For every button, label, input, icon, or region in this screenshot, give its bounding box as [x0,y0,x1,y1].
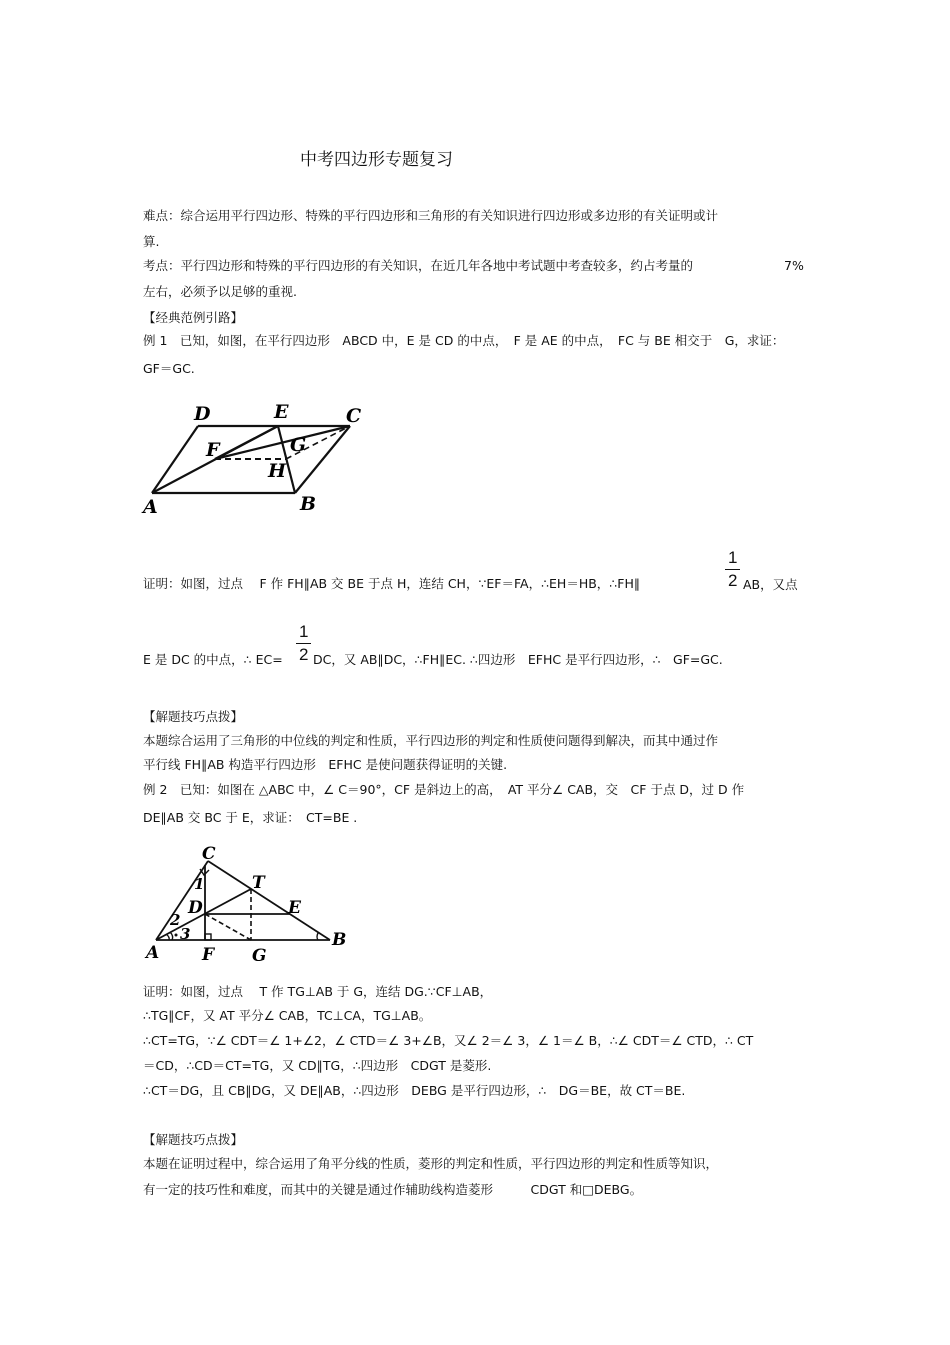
parallelogram-figure [140,398,370,516]
exam-point-line-2: 左右，必须予以足够的重视. [143,284,297,299]
difficulty-line-2: 算. [143,234,160,249]
label-B: B [300,493,317,515]
triangle-figure [140,843,355,968]
example2-line-1: 例 2 已知：如图在 △ABC 中，∠ C＝90°，CF 是斜边上的高， AT 平分∠ CAB，交 CF 于点 D，过 D 作 [143,782,745,797]
example1-proof-line-1: 证明：如图，过点 F 作 FH∥AB 交 BE 于点 H，连结 CH，∵EF＝FA，∴EH＝HB，∴FH∥ [143,576,641,591]
label-G: G [252,946,267,966]
angle-label-1: 1 [194,875,205,893]
exam-point-line-1: 考点：平行四边形和特殊的平行四边形的有关知识，在近几年各地中考试题中考查较多，约占考量的 [143,258,694,273]
fraction-denominator-1: 2 [728,571,738,590]
tips1-line-2: 平行线 FH∥AB 构造平行四边形 EFHC 是使问题获得证明的关键. [143,757,508,772]
fraction-numerator-1: 1 [728,548,738,567]
tips2-line-2: 有一定的技巧性和难度，而其中的关键是通过作辅助线构造菱形 CDGT 和□DEBG。 [143,1182,643,1197]
label-E: E [288,898,301,918]
label-A: A [143,496,158,516]
example1-line-2: GF＝GC. [143,361,195,376]
label-C: C [202,844,216,864]
label-D: D [194,403,211,425]
fraction-bar-2 [296,643,311,644]
label-F: F [202,945,215,965]
example2-proof-line-4: ＝CD，∴CD＝CT=TG，又 CD∥TG，∴四边形 CDGT 是菱形. [143,1058,492,1073]
label-F: F [206,439,220,461]
angle-label-2: 2 [170,911,181,929]
label-H: H [268,460,286,482]
label-A: A [146,943,160,963]
example1-proof-line-2-end: DC，又 AB∥DC，∴FH∥EC. ∴四边形 EFHC 是平行四边形，∴ GF=GC. [313,652,723,667]
tips2-line-1: 本题在证明过程中，综合运用了角平分线的性质，菱形的判定和性质，平行四边形的判定和性质等知识， [143,1156,719,1171]
exam-point-percent: 7% [784,258,804,273]
example2-proof-line-5: ∴CT＝DG，且 CB∥DG，又 DE∥AB，∴四边形 DEBG 是平行四边形，∴ DG＝BE，故 CT＝BE. [143,1083,686,1098]
example1-proof-line-1-end: AB，又点 [743,577,798,592]
example2-line-2: DE∥AB 交 BC 于 E，求证： CT=BE . [143,810,358,825]
fraction-numerator-2: 1 [299,622,309,641]
tips1-line-1: 本题综合运用了三角形的中位线的判定和性质，平行四边形的判定和性质使问题得到解决，而其中通过作 [143,733,719,748]
tips2-heading: 【解题技巧点拨】 [143,1132,244,1147]
example2-proof-line-1: 证明：如图，过点 T 作 TG⊥AB 于 G，连结 DG.∵CF⊥AB， [143,984,493,999]
angle-label-3: 3 [180,925,191,943]
label-B: B [332,930,347,950]
difficulty-line-1: 难点：综合运用平行四边形、特殊的平行四边形和三角形的有关知识进行四边形或多边形的有关证明或计 [143,208,719,223]
section-heading: 【经典范例引路】 [143,310,244,325]
example2-proof-line-3: ∴CT=TG，∵∠ CDT＝∠ 1+∠2，∠ CTD＝∠ 3+∠B，又∠ 2＝∠ 3，∠ 1＝∠ B，∴∠ CDT＝∠ CTD，∴ CT [143,1033,754,1048]
label-T: T [252,873,265,893]
page-title: 中考四边形专题复习 [300,150,453,170]
example2-proof-line-2: ∴TG∥CF，又 AT 平分∠ CAB，TC⊥CA，TG⊥AB。 [143,1008,432,1023]
fraction-denominator-2: 2 [299,645,309,664]
label-C: C [346,405,362,427]
tips1-heading: 【解题技巧点拨】 [143,709,244,724]
label-D: D [188,898,203,918]
example1-line-1: 例 1 已知，如图，在平行四边形 ABCD 中，E 是 CD 的中点， F 是 AE 的中点， FC 与 BE 相交于 G，求证： [143,333,785,348]
label-E: E [274,401,289,423]
label-G: G [290,434,307,456]
example1-proof-line-2: E 是 DC 的中点，∴ EC= [143,652,283,667]
fraction-bar-1 [725,569,740,570]
